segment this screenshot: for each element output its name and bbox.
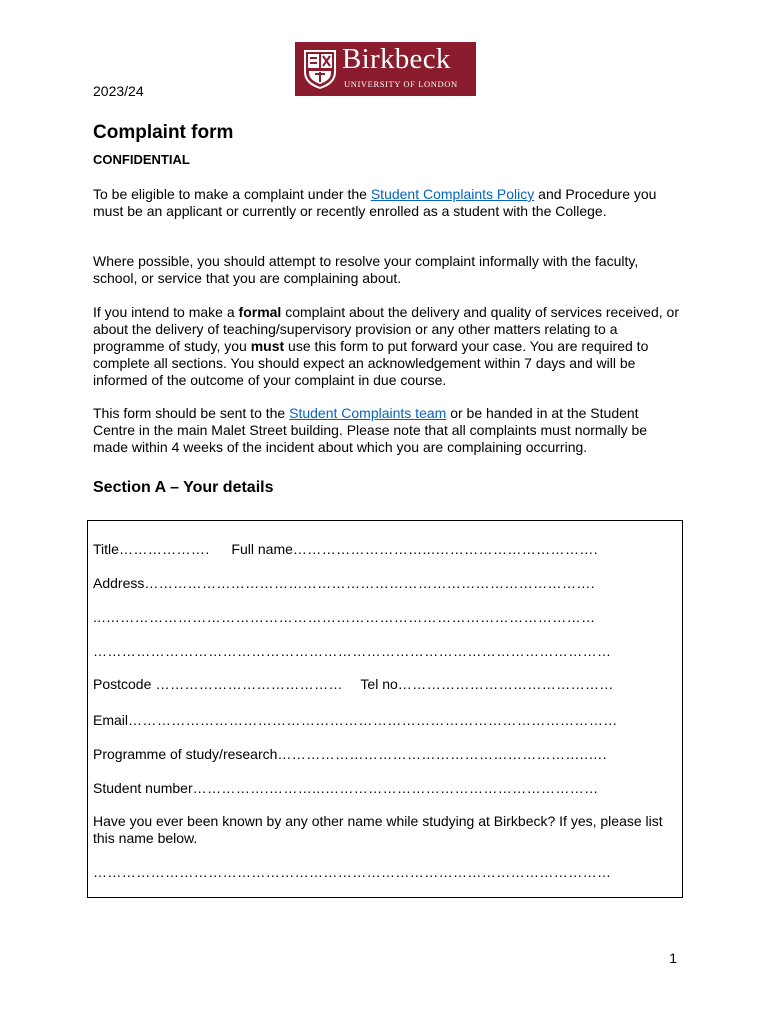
- informal-resolution-paragraph: Where possible, you should attempt to resolve your complaint informally with the faculty, school, or service that you are complaining about.: [93, 253, 639, 286]
- programme-field[interactable]: ………………………………………………………..….: [277, 746, 608, 762]
- crest-icon: [302, 48, 338, 90]
- fullname-field[interactable]: ………………………...…………………………….: [292, 541, 599, 557]
- eligibility-paragraph: To be eligible to make a complaint under the Student Complaints Policy and Procedure you must be an applicant or currently or recently enrolled as a student with the College.: [93, 186, 657, 219]
- student-number-label: Student number: [93, 780, 193, 796]
- programme-row: [93, 746, 607, 763]
- student-number-field[interactable]: …………….………...…………………………………………………: [192, 780, 599, 796]
- birkbeck-logo: [295, 42, 476, 96]
- address-label: Address: [93, 575, 145, 591]
- other-name-field[interactable]: ………………………………………………………………………………………………: [93, 864, 612, 880]
- submission-paragraph: This form should be sent to the Student Complaints team or be handed in at the Student Centre in the main Malet Street building. Please note that all complaints must normally be made within 4 weeks of the incident about which you are complaining occurring.: [93, 405, 648, 455]
- tel-label: Tel no: [360, 676, 398, 692]
- address-row: [93, 575, 595, 592]
- address-line-3-field[interactable]: ………………………………………………………………………………………………: [93, 643, 612, 659]
- email-row: [93, 712, 618, 729]
- logo-subtitle: UNIVERSITY OF LONDON: [344, 79, 458, 89]
- tel-field[interactable]: ………………………………………: [397, 676, 614, 692]
- page-title: Complaint form: [93, 122, 234, 143]
- other-name-question: Have you ever been known by any other name while studying at Birkbeck? If yes, please list this name below.: [93, 813, 663, 846]
- programme-label: Programme of study/research: [93, 746, 278, 762]
- section-a-heading: Section A – Your details: [93, 479, 274, 496]
- postcode-field[interactable]: …………………………………: [151, 676, 343, 692]
- student-complaints-policy-link[interactable]: Student Complaints Policy: [370, 186, 535, 202]
- address-field[interactable]: ………………………………………………………………………………….: [144, 575, 596, 591]
- title-label: Title: [93, 541, 119, 557]
- fullname-label: Full name: [231, 541, 293, 557]
- postcode-label: Postcode: [93, 676, 152, 692]
- email-field[interactable]: …………………………………………………………………………………………: [128, 712, 618, 728]
- student-complaints-team-link[interactable]: Student Complaints team: [289, 405, 447, 421]
- title-field[interactable]: ……………….: [118, 541, 210, 557]
- logo-name: Birkbeck: [342, 43, 451, 75]
- student-number-row: [93, 780, 599, 797]
- confidential-label: CONFIDENTIAL: [93, 152, 190, 167]
- page-number: 1: [669, 950, 677, 966]
- academic-year: 2023/24: [93, 83, 144, 99]
- title-fullname-row: [93, 541, 598, 558]
- address-line-2-field[interactable]: ...…………………………………………………………………………………………: [93, 609, 596, 625]
- formal-complaint-paragraph: If you intend to make a formal complaint about the delivery and quality of services received, or about the delivery of teaching/supervisory provision or any other matters relating to a programme of study, you must use this form to put forward your case. You are required to complete all sections. You should expect an acknowledgement within 7 days and will be informed of the outcome of your complaint in due course.: [93, 304, 679, 388]
- postcode-tel-row: [93, 676, 614, 693]
- email-label: Email: [93, 712, 129, 728]
